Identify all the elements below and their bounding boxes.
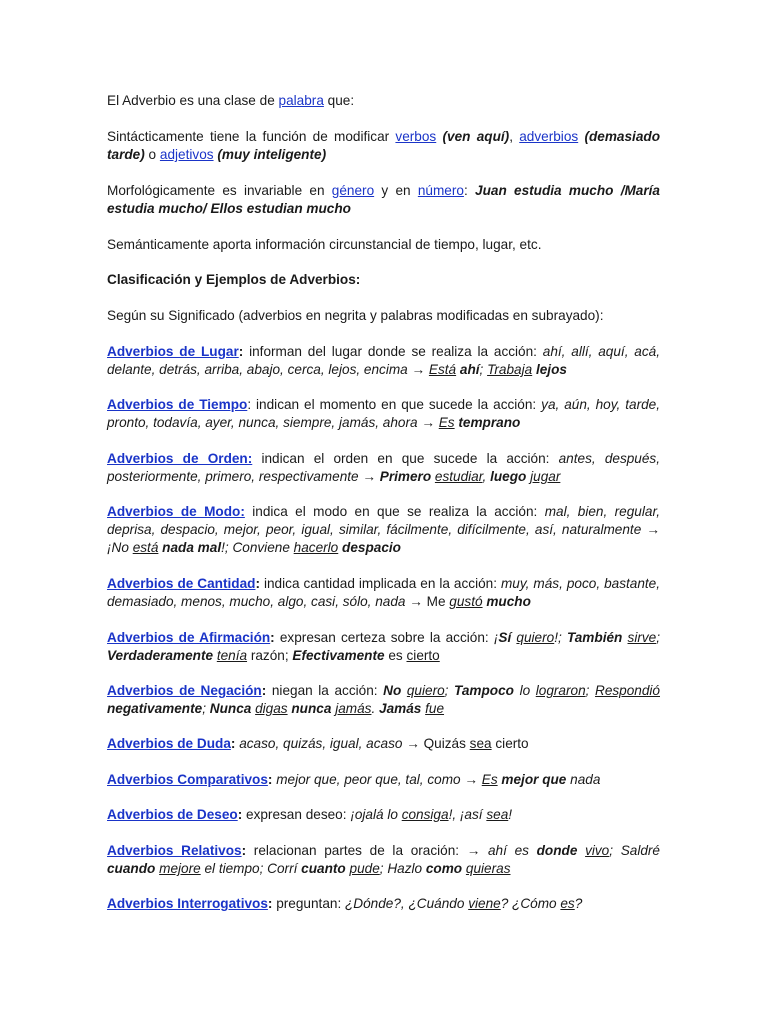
modified-word: estudiar xyxy=(434,469,483,484)
entry-modo xyxy=(107,503,660,557)
description: informan del lugar donde se realiza la acción: xyxy=(243,344,543,359)
link-adverbios-de-tiempo[interactable]: Adverbios de Tiempo xyxy=(107,397,248,412)
example-text: !; Conviene xyxy=(221,540,294,555)
adverb-word: Jamás xyxy=(379,701,422,716)
colon: : xyxy=(267,896,273,911)
adverb-word: donde xyxy=(536,843,578,858)
entry-duda xyxy=(107,735,660,753)
adverb-word: mucho xyxy=(482,594,531,609)
example-text: ¡ xyxy=(493,630,499,645)
adverb-list: mal, bien, regular, deprisa, despacio, mejor, peor, igual, similar, fácilmente, difícilmente, así, naturalmente xyxy=(107,504,660,537)
description: indican el momento en que sucede la acción: xyxy=(251,397,542,412)
modified-word: es xyxy=(560,896,575,911)
example-text: cierto xyxy=(491,736,529,751)
modified-word: pude xyxy=(349,861,380,876)
modified-word: Es xyxy=(481,772,498,787)
adverb-word: No xyxy=(383,683,402,698)
entry-tiempo xyxy=(107,396,660,432)
example-text: ¡ojalá lo xyxy=(350,807,402,822)
adverb-word: Nunca xyxy=(209,701,252,716)
example-text: ! xyxy=(508,807,513,822)
description: indica cantidad implicada en la acción: xyxy=(260,576,501,591)
example-text: ; xyxy=(202,701,210,716)
modified-word: hacerlo xyxy=(293,540,339,555)
morph-paragraph xyxy=(107,182,660,218)
example-text: lo xyxy=(513,683,536,698)
separator: y en xyxy=(374,183,418,198)
colon: : xyxy=(238,344,244,359)
arrow: → xyxy=(417,415,439,430)
modified-word: viene xyxy=(468,896,501,911)
separator: o xyxy=(144,147,160,162)
example-text: ; Saldré xyxy=(609,843,660,858)
example-text: ; xyxy=(656,630,660,645)
description: niegan la acción: xyxy=(266,683,384,698)
example-text: ¡No xyxy=(107,540,133,555)
example-text: ? ¿Cómo xyxy=(500,896,561,911)
link-adverbios-de-cantidad[interactable]: Adverbios de Cantidad xyxy=(107,576,256,591)
example-text: ; xyxy=(444,683,455,698)
modified-word: digas xyxy=(255,701,288,716)
entry-orden xyxy=(107,450,660,486)
separator: ; xyxy=(479,362,488,377)
separator: , xyxy=(482,469,491,484)
example-text: ¿Dónde?, ¿Cuándo xyxy=(345,896,469,911)
example-text: ? xyxy=(574,896,583,911)
adverb-list: ahí, allí, aquí, acá, delante, detrás, arriba, abajo, cerca, lejos, encima xyxy=(107,344,660,377)
example-text: !, ¡así xyxy=(448,807,487,822)
entry-comparativos xyxy=(107,771,660,789)
example-text: . xyxy=(371,701,380,716)
description: indica el modo en que se realiza la acción: xyxy=(244,504,545,519)
link-genero[interactable]: género xyxy=(331,183,375,198)
modified-word: sea xyxy=(469,736,492,751)
adverb-list: mejor que, peor que, tal, como xyxy=(272,772,461,787)
description: expresan deseo: xyxy=(242,807,351,822)
semantic-paragraph: Semánticamente aporta información circunstancial de tiempo, lugar, etc. xyxy=(107,237,542,252)
adverb-word: mejor que xyxy=(497,772,567,787)
link-adverbios-de-modo[interactable]: Adverbios de Modo: xyxy=(107,504,245,519)
example-text: el tiempo; Corrí xyxy=(200,861,302,876)
example-text: ahí es xyxy=(488,843,537,858)
example-text: nada xyxy=(566,772,601,787)
modified-word: quiero xyxy=(516,630,555,645)
modified-word: Está xyxy=(428,362,457,377)
modified-word: vivo xyxy=(585,843,610,858)
link-adverbios-interrogativos[interactable]: Adverbios Interrogativos xyxy=(107,896,268,911)
adverb-word: luego xyxy=(490,469,527,484)
link-adverbios-de-duda[interactable]: Adverbios de Duda xyxy=(107,736,231,751)
modified-word: cierto xyxy=(406,648,440,663)
modified-word: lograron xyxy=(535,683,586,698)
adverb-word: despacio xyxy=(338,540,401,555)
example-text: razón; xyxy=(247,648,293,663)
description: preguntan: xyxy=(272,896,345,911)
example-text: ; Hazlo xyxy=(379,861,426,876)
modified-word: sirve xyxy=(627,630,657,645)
segun-paragraph: Según su Significado (adverbios en negrita y palabras modificadas en subrayado): xyxy=(107,308,604,323)
adverb-word: Tampoco xyxy=(454,683,514,698)
modified-word: sea xyxy=(486,807,509,822)
adverb-word: Verdaderamente xyxy=(107,648,214,663)
link-adverbios[interactable]: adverbios xyxy=(519,129,579,144)
arrow: → xyxy=(460,772,482,787)
space xyxy=(577,843,585,858)
arrow: → xyxy=(407,362,429,377)
adverb-list: muy, más, poco, bastante, demasiado, menos, mucho, algo, casi, sólo, nada xyxy=(107,576,661,609)
entry-interrogativos xyxy=(107,895,660,913)
modified-word: gustó xyxy=(449,594,483,609)
modified-word: quieras xyxy=(465,861,511,876)
morph-text: Morfológicamente es invariable en xyxy=(107,183,332,198)
intro-line xyxy=(107,92,660,110)
example-demasiado-tarde: (demasiado tarde) xyxy=(107,129,660,162)
link-adjetivos[interactable]: adjetivos xyxy=(159,147,214,162)
colon: : xyxy=(241,843,247,858)
example-text: ; xyxy=(585,683,595,698)
adverb-word: negativamente xyxy=(107,701,203,716)
entry-negacion xyxy=(107,682,660,718)
separator: : xyxy=(463,183,476,198)
modified-word: está xyxy=(132,540,159,555)
adverb-list: ya, aún, hoy, tarde, pronto, todavía, ayer, nunca, siempre, jamás, ahora xyxy=(107,397,661,430)
arrow: → Quizás xyxy=(402,736,470,751)
modified-word: mejore xyxy=(159,861,201,876)
adverb-word: como xyxy=(425,861,463,876)
adverb-word: Efectivamente xyxy=(292,648,385,663)
adverb-word: Sí xyxy=(498,630,512,645)
link-adverbios-comparativos[interactable]: Adverbios Comparativos xyxy=(107,772,268,787)
colon: : xyxy=(267,772,273,787)
adverb-word: lejos xyxy=(532,362,567,377)
entry-deseo xyxy=(107,806,660,824)
syntax-text: Sintácticamente tiene la función de modificar xyxy=(107,129,396,144)
adverb-word: temprano xyxy=(454,415,521,430)
colon: : xyxy=(230,736,236,751)
description: expresan certeza sobre la acción: xyxy=(274,630,494,645)
example-text: !; xyxy=(554,630,567,645)
entry-lugar xyxy=(107,343,660,379)
modified-word: fue xyxy=(425,701,445,716)
link-adverbios-de-negacion[interactable]: Adverbios de Negación xyxy=(107,683,262,698)
modified-word: jamás xyxy=(335,701,372,716)
link-adverbios-de-lugar[interactable]: Adverbios de Lugar xyxy=(107,344,239,359)
colon: : xyxy=(237,807,243,822)
modified-word: quiero xyxy=(406,683,445,698)
modified-word: Trabaja xyxy=(487,362,533,377)
intro-text-end: que: xyxy=(323,93,355,108)
colon: : xyxy=(255,576,260,591)
link-adverbios-de-afirmacion[interactable]: Adverbios de Afirmación xyxy=(107,630,271,645)
adverb-word: cuanto xyxy=(301,861,346,876)
entry-cantidad xyxy=(107,575,660,611)
colon: : xyxy=(247,397,252,412)
adverb-list: acaso, quizás, igual, acaso xyxy=(235,736,403,751)
adverb-word: ahí xyxy=(456,362,480,377)
modified-word: jugar xyxy=(530,469,561,484)
link-verbos[interactable]: verbos xyxy=(395,129,437,144)
syntax-paragraph xyxy=(107,128,660,164)
link-adverbios-de-deseo[interactable]: Adverbios de Deseo xyxy=(107,807,238,822)
link-adverbios-de-orden[interactable]: Adverbios de Orden: xyxy=(107,451,253,466)
adverb-list: antes, después, posteriormente, primero, respectivamente xyxy=(107,451,660,484)
example-text: es xyxy=(384,648,407,663)
entry-afirmacion xyxy=(107,629,660,665)
separator: , xyxy=(509,129,520,144)
link-numero[interactable]: número xyxy=(417,183,464,198)
arrow: → xyxy=(641,522,661,537)
modified-word: consiga xyxy=(401,807,449,822)
adverb-word: También xyxy=(566,630,623,645)
adverb-word: cuando xyxy=(107,861,156,876)
adverb-word: nunca xyxy=(291,701,332,716)
example-ven-aqui: (ven aquí) xyxy=(436,129,510,144)
colon: : xyxy=(261,683,267,698)
classification-heading: Clasificación y Ejemplos de Adverbios: xyxy=(107,272,361,287)
link-adverbios-relativos[interactable]: Adverbios Relativos xyxy=(107,843,242,858)
arrow: → Me xyxy=(405,594,450,609)
modified-word: Respondió xyxy=(595,683,660,698)
intro-text: El Adverbio es una clase de xyxy=(107,93,279,108)
arrow: → xyxy=(358,469,380,484)
colon: : xyxy=(270,630,275,645)
description: indican el orden en que sucede la acción: xyxy=(252,451,559,466)
modified-word: Es xyxy=(438,415,455,430)
adverb-word: Primero xyxy=(379,469,432,484)
description: relacionan partes de la oración: → xyxy=(246,843,488,858)
example-juan-estudia: Juan estudia mucho /María estudia mucho/ Ellos estudian mucho xyxy=(107,183,660,216)
entry-relativos xyxy=(107,842,660,878)
example-muy-inteligente: (muy inteligente) xyxy=(213,147,327,162)
modified-word: tenía xyxy=(216,648,248,663)
adverb-word: nada mal xyxy=(158,540,222,555)
link-palabra[interactable]: palabra xyxy=(278,93,324,108)
